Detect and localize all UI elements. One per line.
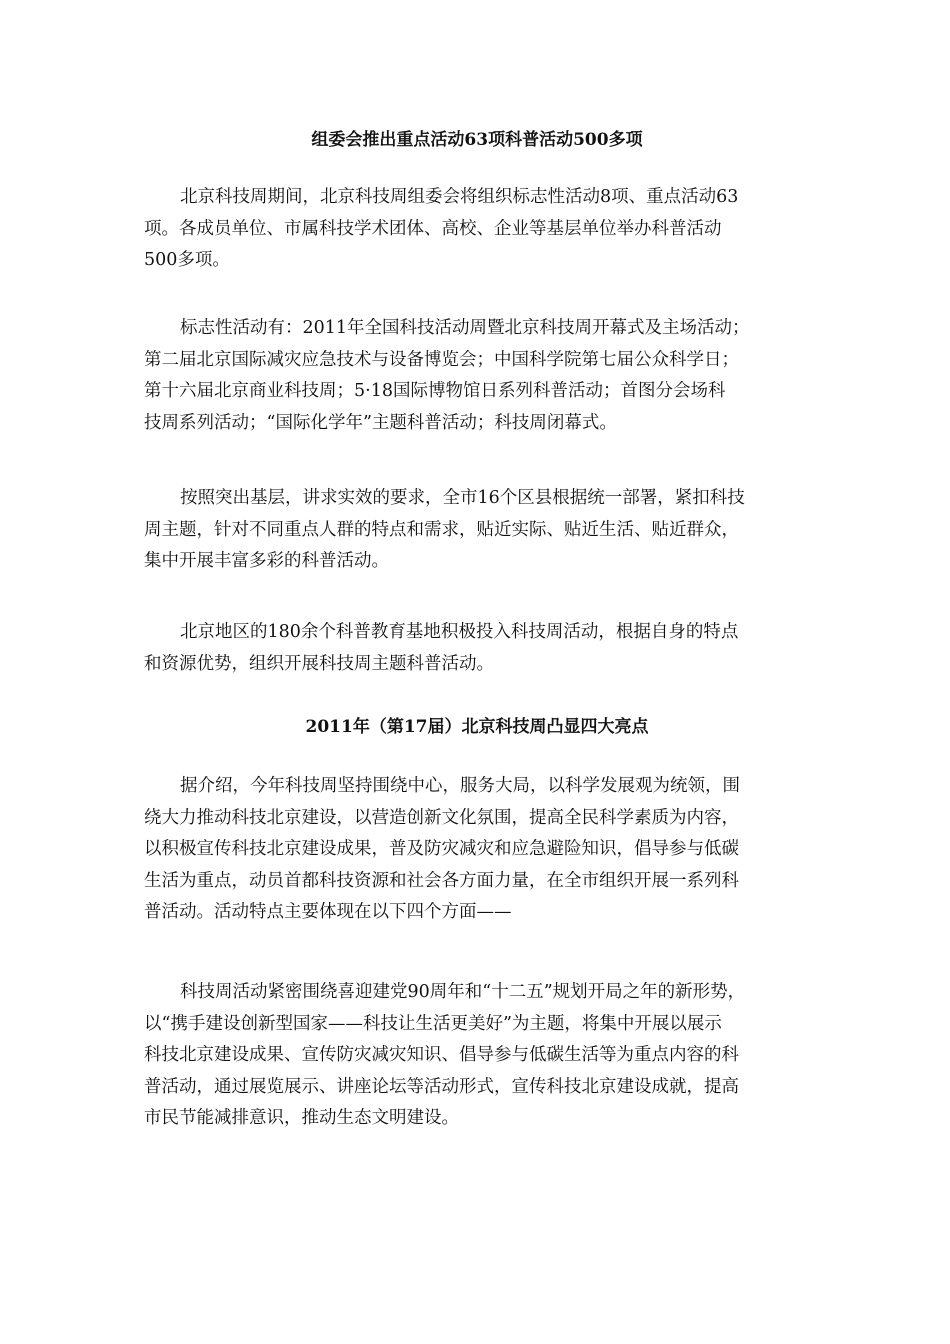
text-line: 技周系列活动；“国际化学年”主题科普活动；科技周闭幕式。 <box>144 412 617 433</box>
text-line: 据介绍，今年科技周坚持围绕中心，服务大局，以科学发展观为统领，围 <box>180 776 740 796</box>
paragraph-1 <box>144 182 810 277</box>
text-line: 以“携手建设创新型国家——科技让生活更美好”为主题，将集中开展以展示 <box>144 1013 722 1034</box>
text-line: 科技周活动紧密围绕喜迎建党90周年和“十二五”规划开局之年的新形势， <box>180 982 746 1002</box>
paragraph-3 <box>144 483 810 578</box>
paragraph-5 <box>144 771 810 929</box>
text-line: 以积极宣传科技北京建设成果，普及防灾减灾和应急避险知识，倡导参与低碳 <box>144 839 739 859</box>
section-heading-2-block <box>144 712 810 742</box>
paragraph-2 <box>144 313 810 439</box>
text-line: 普活动。活动特点主要体现在以下四个方面—— <box>144 902 512 922</box>
text-line: 市民节能减排意识，推动生态文明建设。 <box>144 1108 459 1128</box>
section-heading-1: 组委会推出重点活动63项科普活动500多项 <box>311 130 643 150</box>
paragraph-4 <box>144 617 810 680</box>
text-line: 绕大力推动科技北京建设，以营造创新文化氛围，提高全民科学素质为内容， <box>144 807 739 828</box>
text-line: 第十六届北京商业科技周；5·18国际博物馆日系列科普活动；首图分会场科 <box>144 381 726 401</box>
text-line: 按照突出基层，讲求实效的要求，全市16个区县根据统一部署，紧扣科技 <box>180 488 745 508</box>
text-line: 生活为重点，动员首都科技资源和社会各方面力量，在全市组织开展一系列科 <box>144 870 739 891</box>
text-line: 科技北京建设成果、宣传防灾减灾知识、倡导参与低碳生活等为重点内容的科 <box>144 1045 739 1065</box>
text-line: 第二届北京国际减灾应急技术与设备博览会；中国科学院第七届公众科学日； <box>144 349 739 370</box>
text-line: 普活动，通过展览展示、讲座论坛等活动形式，宣传科技北京建设成就，提高 <box>144 1076 739 1097</box>
text-line: 标志性活动有：2011年全国科技活动周暨北京科技周开幕式及主场活动； <box>180 318 750 338</box>
text-line: 集中开展丰富多彩的科普活动。 <box>144 551 389 571</box>
text-line: 北京科技周期间，北京科技周组委会将组织标志性活动8项、重点活动63 <box>180 187 739 207</box>
text-line: 周主题，针对不同重点人群的特点和需求，贴近实际、贴近生活、贴近群众， <box>144 519 739 540</box>
text-line: 项。各成员单位、市属科技学术团体、高校、企业等基层单位举办科普活动 <box>144 218 722 239</box>
paragraph-6 <box>144 977 810 1135</box>
section-heading-1-block <box>144 125 810 155</box>
text-line: 北京地区的180余个科普教育基地积极投入科技周活动，根据自身的特点 <box>180 622 739 642</box>
text-line: 和资源优势，组织开展科技周主题科普活动。 <box>144 653 494 674</box>
section-heading-2: 2011年（第17届）北京科技周凸显四大亮点 <box>305 717 649 737</box>
text-line: 500多项。 <box>144 250 230 270</box>
